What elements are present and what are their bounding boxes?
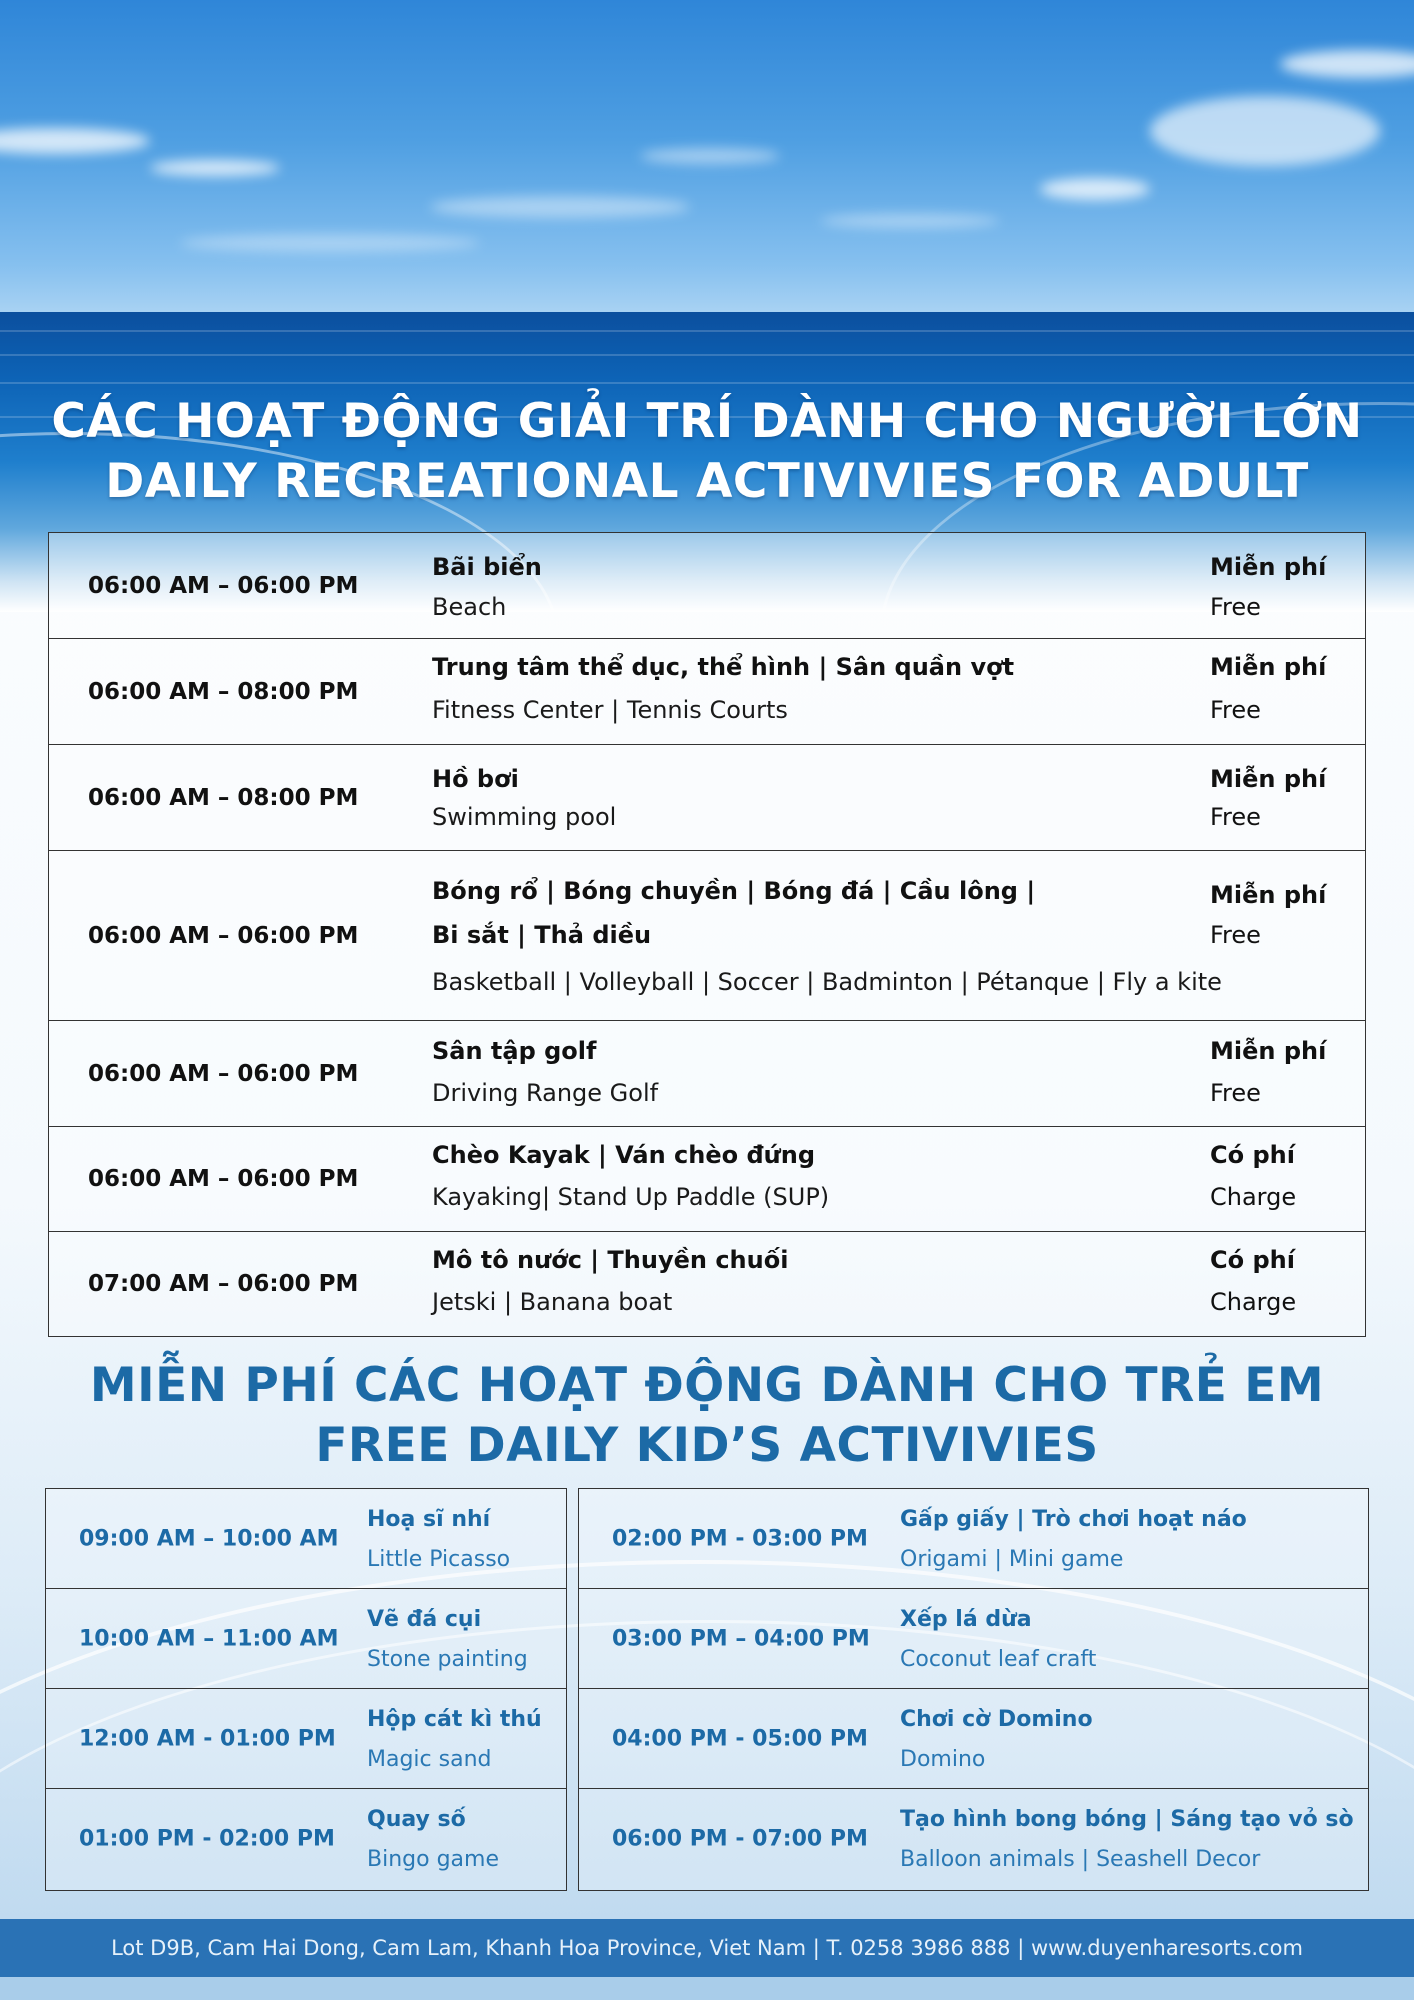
table-row	[46, 1489, 566, 1589]
kid-activities-table-right	[578, 1488, 1369, 1891]
time-range: 09:00 AM – 10:00 AM	[79, 1526, 339, 1551]
activity-vi: Hộp cát kì thú	[367, 1707, 542, 1732]
footer-contact-text: Lot D9B, Cam Hai Dong, Cam Lam, Khanh Hoa Province, Viet Nam | T. 0258 3986 888 | www.duyenharesorts.com	[111, 1936, 1303, 1960]
activity-vi: Chơi cờ Domino	[900, 1707, 1093, 1732]
activity-vi: Mô tô nước | Thuyền chuối	[432, 1246, 789, 1274]
activity-vi: Gấp giấy | Trò chơi hoạt náo	[900, 1507, 1247, 1532]
table-row	[49, 533, 1365, 639]
time-range: 06:00 AM – 06:00 PM	[88, 572, 359, 599]
time-range: 07:00 AM – 06:00 PM	[88, 1271, 359, 1297]
time-range: 01:00 PM - 02:00 PM	[79, 1826, 335, 1852]
price-en: Free	[1210, 696, 1261, 724]
adult-section-title	[0, 392, 1414, 512]
kid-title-en: FREE DAILY KID’S ACTIVIVIES	[315, 1418, 1099, 1473]
activity-vi-line2: Bi sắt | Thả diều	[432, 921, 652, 949]
table-row	[49, 745, 1365, 851]
activity-en: Fitness Center | Tennis Courts	[432, 696, 788, 724]
adult-title-en: DAILY RECREATIONAL ACTIVIVIES FOR ADULT	[105, 454, 1309, 509]
activity-vi: Bóng rổ | Bóng chuyền | Bóng đá | Cầu lông |	[432, 877, 1036, 905]
price-en: Free	[1210, 593, 1261, 621]
activity-en: Basketball | Volleyball | Soccer | Badminton | Pétanque | Fly a kite	[432, 968, 1222, 996]
price-vi: Có phí	[1210, 1246, 1295, 1274]
price-vi: Miễn phí	[1210, 881, 1327, 909]
time-range: 10:00 AM – 11:00 AM	[79, 1626, 339, 1651]
table-row	[46, 1589, 566, 1689]
activity-en: Kayaking| Stand Up Paddle (SUP)	[432, 1183, 830, 1211]
activity-en: Stone painting	[367, 1647, 528, 1672]
price-vi: Miễn phí	[1210, 653, 1327, 681]
price-en: Free	[1210, 803, 1261, 831]
table-row	[579, 1589, 1368, 1689]
activity-vi: Sân tập golf	[432, 1037, 597, 1065]
price-en: Free	[1210, 1079, 1261, 1107]
time-range: 02:00 PM - 03:00 PM	[612, 1526, 868, 1551]
activity-en: Origami | Mini game	[900, 1547, 1124, 1572]
footer-bottom-strip	[0, 1977, 1414, 2000]
activity-vi: Bãi biển	[432, 553, 542, 581]
activity-vi: Tạo hình bong bóng | Sáng tạo vỏ sò	[900, 1807, 1354, 1832]
adult-title-vi: CÁC HOẠT ĐỘNG GIẢI TRÍ DÀNH CHO NGƯỜI LỚN	[51, 394, 1363, 449]
activity-en: Swimming pool	[432, 803, 617, 831]
table-row	[46, 1789, 566, 1889]
activity-en: Little Picasso	[367, 1547, 511, 1572]
time-range: 12:00 AM - 01:00 PM	[79, 1726, 336, 1751]
activity-vi: Chèo Kayak | Ván chèo đứng	[432, 1141, 816, 1169]
activity-en: Driving Range Golf	[432, 1079, 659, 1107]
activity-vi: Xếp lá dừa	[900, 1607, 1032, 1632]
time-range: 06:00 AM – 08:00 PM	[88, 678, 359, 705]
price-en: Charge	[1210, 1288, 1297, 1316]
table-row	[49, 851, 1365, 1021]
price-en: Charge	[1210, 1183, 1297, 1211]
price-vi: Miễn phí	[1210, 765, 1327, 793]
adult-activities-table	[48, 532, 1366, 1337]
activity-en: Domino	[900, 1747, 986, 1772]
table-row	[49, 1127, 1365, 1232]
table-row	[49, 1021, 1365, 1127]
kid-title-vi: MIỄN PHÍ CÁC HOẠT ĐỘNG DÀNH CHO TRẺ EM	[89, 1358, 1325, 1413]
table-row	[579, 1489, 1368, 1589]
table-row	[579, 1789, 1368, 1889]
price-vi: Miễn phí	[1210, 1037, 1327, 1065]
table-row	[49, 639, 1365, 745]
price-en: Free	[1210, 921, 1261, 949]
activity-en: Beach	[432, 593, 507, 621]
price-vi: Miễn phí	[1210, 553, 1327, 581]
activity-en: Magic sand	[367, 1747, 492, 1772]
table-row	[49, 1232, 1365, 1336]
activity-en: Balloon animals | Seashell Decor	[900, 1847, 1261, 1872]
activity-vi: Hoạ sĩ nhí	[367, 1507, 491, 1532]
table-row	[46, 1689, 566, 1789]
activity-en: Jetski | Banana boat	[432, 1288, 673, 1316]
time-range: 06:00 AM – 08:00 PM	[88, 784, 359, 811]
activity-vi: Quay số	[367, 1807, 466, 1832]
time-range: 06:00 AM – 06:00 PM	[88, 922, 359, 949]
time-range: 06:00 AM – 06:00 PM	[88, 1060, 359, 1087]
price-vi: Có phí	[1210, 1141, 1295, 1169]
time-range: 06:00 PM - 07:00 PM	[612, 1826, 868, 1852]
activity-en: Bingo game	[367, 1847, 499, 1872]
activity-vi: Vẽ đá cụi	[367, 1607, 482, 1632]
time-range: 06:00 AM – 06:00 PM	[88, 1166, 359, 1192]
time-range: 04:00 PM - 05:00 PM	[612, 1726, 868, 1751]
time-range: 03:00 PM – 04:00 PM	[612, 1626, 870, 1651]
kid-section-title	[0, 1356, 1414, 1476]
footer-contact-bar	[0, 1919, 1414, 1977]
activity-vi: Hồ bơi	[432, 765, 519, 793]
table-row	[579, 1689, 1368, 1789]
sky-background	[0, 0, 1414, 312]
activity-vi: Trung tâm thể dục, thể hình | Sân quần vợt	[432, 653, 1015, 681]
kid-activities-table-left	[45, 1488, 567, 1891]
activity-en: Coconut leaf craft	[900, 1647, 1097, 1672]
